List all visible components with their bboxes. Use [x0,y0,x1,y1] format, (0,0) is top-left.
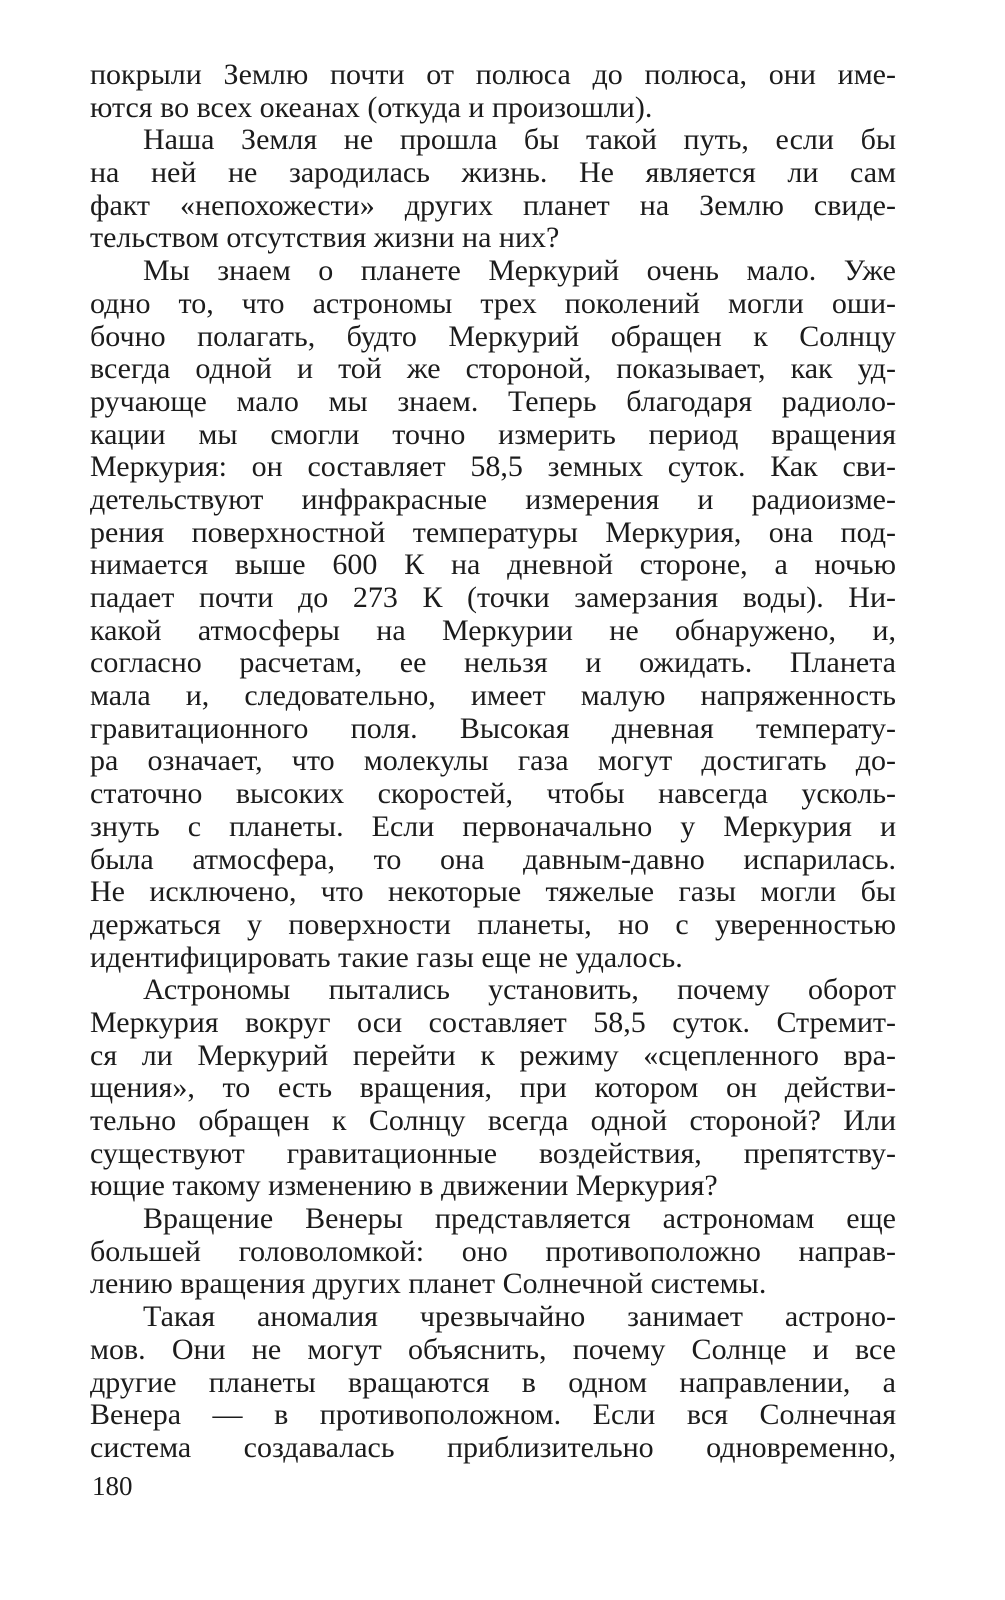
text-line: ручающе мало мы знаем. Теперь благодаря радиоло- [90,384,896,418]
text-line: щения», то есть вращения, при котором он действи- [90,1071,896,1105]
text-line: детельствуют инфракрасные измерения и радиоизме- [90,482,896,516]
text-line: была атмосфера, то она давным-давно испарилась. [90,842,896,876]
paragraph-first-line: Такая аномалия чрезвычайно занимает астроно- [143,1300,896,1334]
paragraph-first-line: Астрономы пытались установить, почему оборот [143,973,896,1007]
text-line: рения поверхностной температуры Меркурия, она под- [90,515,896,549]
text-line: система создавалась приблизительно одновременно, [90,1430,896,1464]
text-line: мов. Они не могут объяснить, почему Солнце и все [90,1332,896,1366]
text-line: всегда одной и той же стороной, показывает, как уд- [90,352,896,386]
text-line: Меркурия: он составляет 58,5 земных суток. Как сви- [90,450,896,484]
body-text [90,59,896,1465]
text-line: статочно высоких скоростей, чтобы навсегда усколь- [90,777,896,811]
text-line: факт «непохожести» других планет на Землю свиде- [90,188,896,222]
text-line: кации мы смогли точно измерить период вращения [90,417,896,451]
text-line: ся ли Меркурий перейти к режиму «сцепленного вра- [90,1038,896,1072]
text-line: падает почти до 273 К (точки замерзания воды). Ни- [90,581,896,614]
text-line: покрыли Землю почти от полюса до полюса, они име- [90,58,896,91]
text-line: большей головоломкой: оно противоположно направ- [90,1234,896,1268]
text-line: существуют гравитационные воздействия, препятству- [90,1136,896,1170]
text-line: нимается выше 600 К на дневной стороне, а ночью [90,548,896,582]
text-line: Не исключено, что некоторые тяжелые газы могли бы [90,875,896,909]
text-line: согласно расчетам, ее нельзя и ожидать. Планета [90,646,896,680]
page-number: 180 [92,1471,133,1501]
text-line: какой атмосферы на Меркурии не обнаружено, и, [90,613,896,647]
text-line: другие планеты вращаются в одном направлении, а [90,1365,896,1399]
text-line: тельством отсутствия жизни на них? [90,221,560,255]
paragraph-first-line: Наша Земля не прошла бы такой путь, если бы [143,123,896,157]
text-line: гравитационного поля. Высокая дневная температу- [90,711,896,745]
paragraph-first-line: Мы знаем о планете Меркурий очень мало. Уже [143,254,896,288]
text-line: ра означает, что молекулы газа могут достигать до- [90,744,896,778]
text-line: ются во всех океанах (откуда и произошли). [90,90,653,124]
text-line: Меркурия вокруг оси составляет 58,5 суток. Стремит- [90,1005,896,1039]
text-line: одно то, что астрономы трех поколений могли оши- [90,286,896,320]
text-line: Венера — в противоположном. Если вся Солнечная [90,1398,896,1432]
text-line: знуть с планеты. Если первоначально у Меркурия и [90,809,896,843]
text-line: тельно обращен к Солнцу всегда одной стороной? Или [90,1104,896,1137]
text-line: бочно полагать, будто Меркурий обращен к Солнцу [90,319,896,353]
text-line: лению вращения других планет Солнечной системы. [90,1267,767,1301]
text-line: идентифицировать такие газы еще не удалось. [90,940,683,974]
text-line: мала и, следовательно, имеет малую напряженность [90,679,896,713]
paragraph-first-line: Вращение Венеры представляется астрономам еще [143,1202,896,1236]
text-line: ющие такому изменению в движении Меркурия? [90,1169,718,1203]
text-line: на ней не зародилась жизнь. Не является ли сам [90,156,896,190]
text-line: держаться у поверхности планеты, но с уверенностью [90,907,896,941]
